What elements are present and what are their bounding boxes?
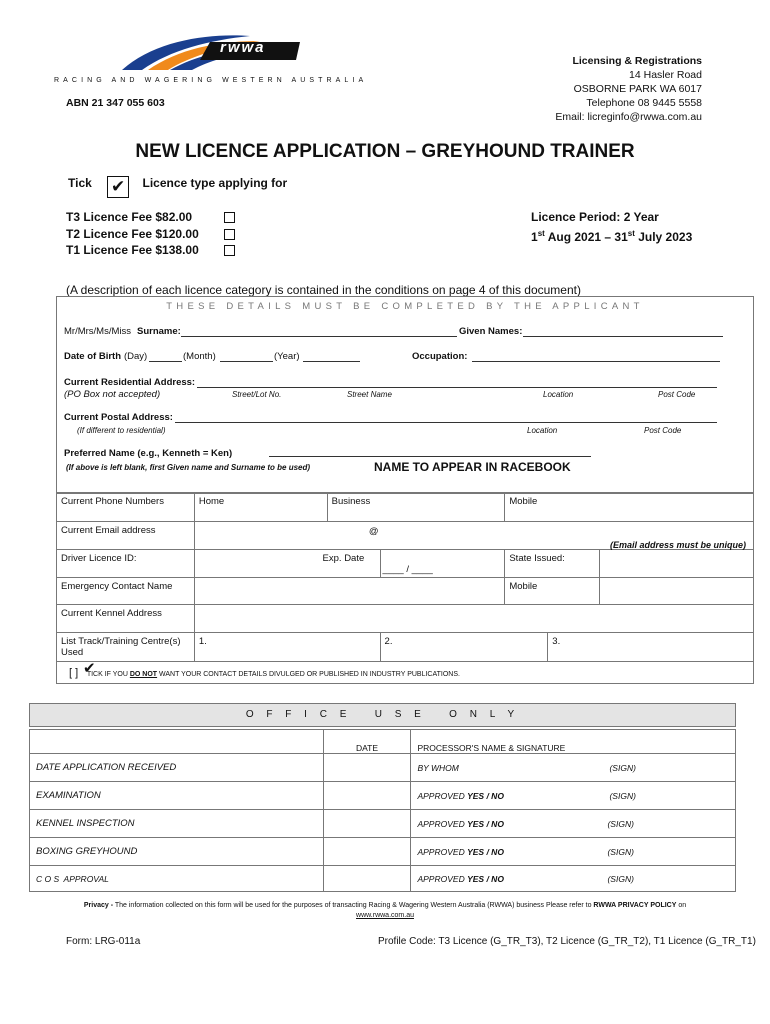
surname-label: Surname: — [137, 326, 181, 337]
office-row-label: KENNEL INSPECTION — [30, 810, 324, 838]
given-names-input[interactable] — [523, 336, 723, 337]
racebook-caption: NAME TO APPEAR IN RACEBOOK — [374, 460, 571, 474]
office-row-date[interactable] — [323, 782, 411, 810]
contact-table — [56, 492, 754, 684]
kennel-label: Current Kennel Address — [57, 605, 195, 633]
office-row-processor[interactable]: APPROVED YES / NO (SIGN) — [411, 866, 736, 892]
privacy-note: Privacy - The information collected on this form will be used for the purposes of transacting Racing & Wagering Western Australia (RWWA) business Please refer to RWWA PRIVACY POLICY on www.rwwa.com.au — [83, 902, 687, 919]
office-row-date[interactable] — [323, 866, 411, 892]
office-col-date: DATE — [323, 730, 411, 754]
office-col-processor: PROCESSOR'S NAME & SIGNATURE — [411, 730, 736, 754]
fee-label: T3 Licence Fee $82.00 — [66, 210, 193, 224]
home-phone-input[interactable]: Home — [194, 493, 327, 522]
office-row-label: C O S APPROVAL — [30, 866, 324, 892]
mobile-phone-input[interactable]: Mobile — [505, 493, 754, 522]
address-email: Email: licreginfo@rwwa.com.au — [555, 111, 702, 123]
privacy-tick-checkbox[interactable]: [ ] ✔ — [69, 659, 96, 679]
office-row-date[interactable] — [323, 754, 411, 782]
exp-date-slash: ____ / ____ — [382, 564, 433, 575]
check-icon: ✔ — [83, 659, 96, 677]
exp-date-input[interactable] — [322, 550, 505, 578]
applicant-header: THESE DETAILS MUST BE COMPLETED BY THE APPLICANT — [166, 301, 644, 312]
fee-t2-checkbox[interactable] — [224, 229, 235, 240]
office-row-date[interactable] — [323, 838, 411, 866]
postal-input[interactable] — [175, 422, 717, 423]
address-block — [555, 54, 702, 124]
page-title: NEW LICENCE APPLICATION – GREYHOUND TRAINER — [135, 141, 635, 162]
licence-period — [531, 209, 692, 245]
fee-label: T1 Licence Fee $138.00 — [66, 243, 199, 257]
tick-line — [68, 176, 287, 198]
office-row-date[interactable] — [323, 810, 411, 838]
fee-label: T2 Licence Fee $120.00 — [66, 226, 199, 241]
office-header: O F F I C E U S E O N L Y — [29, 703, 736, 727]
office-row-processor[interactable]: APPROVED YES / NO (SIGN) — [411, 782, 736, 810]
po-box-note: (PO Box not accepted) — [64, 389, 161, 400]
emergency-name-input[interactable] — [194, 578, 504, 605]
period-label: Licence Period: 2 Year — [531, 210, 659, 224]
email-input[interactable] — [194, 522, 753, 550]
track-input-2[interactable]: 2. — [380, 633, 548, 662]
kennel-address-input[interactable] — [194, 605, 753, 633]
fee-t3 — [66, 209, 238, 226]
fee-t1-checkbox[interactable] — [224, 245, 235, 256]
abn: ABN 21 347 055 603 — [66, 97, 165, 109]
dob-year-label: (Year) — [274, 351, 300, 362]
office-corner — [30, 730, 324, 754]
form-code: Form: LRG-011a — [66, 936, 141, 947]
period-dates: 1st Aug 2021 – 31st July 2023 — [531, 228, 693, 244]
dob-day-input[interactable] — [149, 361, 182, 362]
track-input-3[interactable]: 3. — [548, 633, 754, 662]
occupation-label: Occupation: — [412, 351, 468, 362]
category-description: (A description of each licence category is contained in the conditions on page 4 of this document) — [66, 283, 581, 297]
postal-post-code-caption: Post Code — [644, 426, 682, 435]
tick-label: Tick — [68, 176, 92, 190]
logo-brand-text: rwwa — [220, 39, 266, 56]
address-suburb: OSBORNE PARK WA 6017 — [573, 83, 702, 95]
preferred-label: Preferred Name (e.g., Kenneth = Ken) — [64, 448, 233, 459]
track-input-1[interactable]: 1. — [194, 633, 380, 662]
fee-list — [66, 209, 238, 259]
business-phone-input[interactable]: Business — [327, 493, 505, 522]
privacy-url-link[interactable]: www.rwwa.com.au — [356, 912, 414, 919]
fee-t3-checkbox[interactable] — [224, 212, 235, 223]
postal-location-caption: Location — [527, 426, 558, 435]
street-lot-caption: Street/Lot No. — [232, 390, 282, 399]
post-code-caption: Post Code — [658, 390, 696, 399]
email-label: Current Email address — [57, 522, 195, 550]
email-at: @ — [368, 526, 379, 537]
dob-month-label: (Month) — [183, 351, 216, 362]
fee-t2 — [66, 226, 238, 243]
postal-note: (If different to residential) — [77, 426, 166, 435]
office-row-label: EXAMINATION — [30, 782, 324, 810]
office-row-processor[interactable]: BY WHOM (SIGN) — [411, 754, 736, 782]
check-icon: ✔ — [111, 177, 126, 196]
emergency-mobile-extra[interactable] — [600, 578, 754, 605]
preferred-input[interactable] — [269, 456, 591, 457]
office-table — [29, 729, 736, 892]
office-row-label: DATE APPLICATION RECEIVED — [30, 754, 324, 782]
dob-label: Date of Birth — [64, 351, 121, 362]
surname-input[interactable] — [181, 336, 457, 337]
given-names-label: Given Names: — [459, 326, 523, 337]
dob-month-input[interactable] — [220, 361, 273, 362]
exp-date-label: Exp. Date — [322, 553, 365, 564]
title-prefix: Mr/Mrs/Ms/Miss — [64, 326, 132, 337]
email-note: (Email address must be unique) — [609, 540, 746, 550]
emergency-mobile-input[interactable]: Mobile — [505, 578, 600, 605]
office-row-label: BOXING GREYHOUND — [30, 838, 324, 866]
address-street: 14 Hasler Road — [629, 69, 702, 81]
emergency-label: Emergency Contact Name — [57, 578, 195, 605]
rwwa-logo — [54, 28, 380, 88]
address-department: Licensing & Registrations — [572, 55, 702, 67]
location-caption: Location — [543, 390, 574, 399]
address-phone: Telephone 08 9445 5558 — [586, 97, 702, 109]
tick-box — [107, 176, 129, 198]
office-row-processor[interactable]: APPROVED YES / NO (SIGN) — [411, 838, 736, 866]
dob-day-label: (Day) — [124, 351, 148, 362]
preferred-note: (If above is left blank, first Given name and Surname to be used) — [66, 463, 311, 472]
tick-text: Licence type applying for — [142, 176, 288, 190]
logo-tagline: RACING AND WAGERING WESTERN AUSTRALIA — [54, 77, 368, 84]
office-row-processor[interactable]: APPROVED YES / NO (SIGN) — [411, 810, 736, 838]
street-name-caption: Street Name — [347, 390, 392, 399]
dob-year-input[interactable] — [303, 361, 360, 362]
track-label: List Track/Training Centre(s) Used — [57, 633, 195, 662]
phone-label: Current Phone Numbers — [57, 493, 195, 522]
state-issued-extra[interactable] — [600, 550, 754, 578]
privacy-tick-text: TICK IF YOU DO NOT WANT YOUR CONTACT DETAILS DIVULGED OR PUBLISHED IN INDUSTRY PUBLICATIONS. — [86, 670, 460, 678]
residential-input[interactable] — [197, 387, 717, 388]
driver-licence-label: Driver Licence ID: — [57, 550, 195, 578]
fee-t1 — [66, 242, 238, 259]
occupation-input[interactable] — [472, 361, 720, 362]
profile-code: Profile Code: T3 Licence (G_TR_T3), T2 Licence (G_TR_T2), T1 Licence (G_TR_T1) — [378, 936, 756, 947]
residential-label: Current Residential Address: — [64, 377, 196, 388]
privacy-tick-row — [57, 659, 754, 684]
postal-label: Current Postal Address: — [64, 412, 173, 423]
state-issued-input[interactable]: State Issued: — [505, 550, 600, 578]
